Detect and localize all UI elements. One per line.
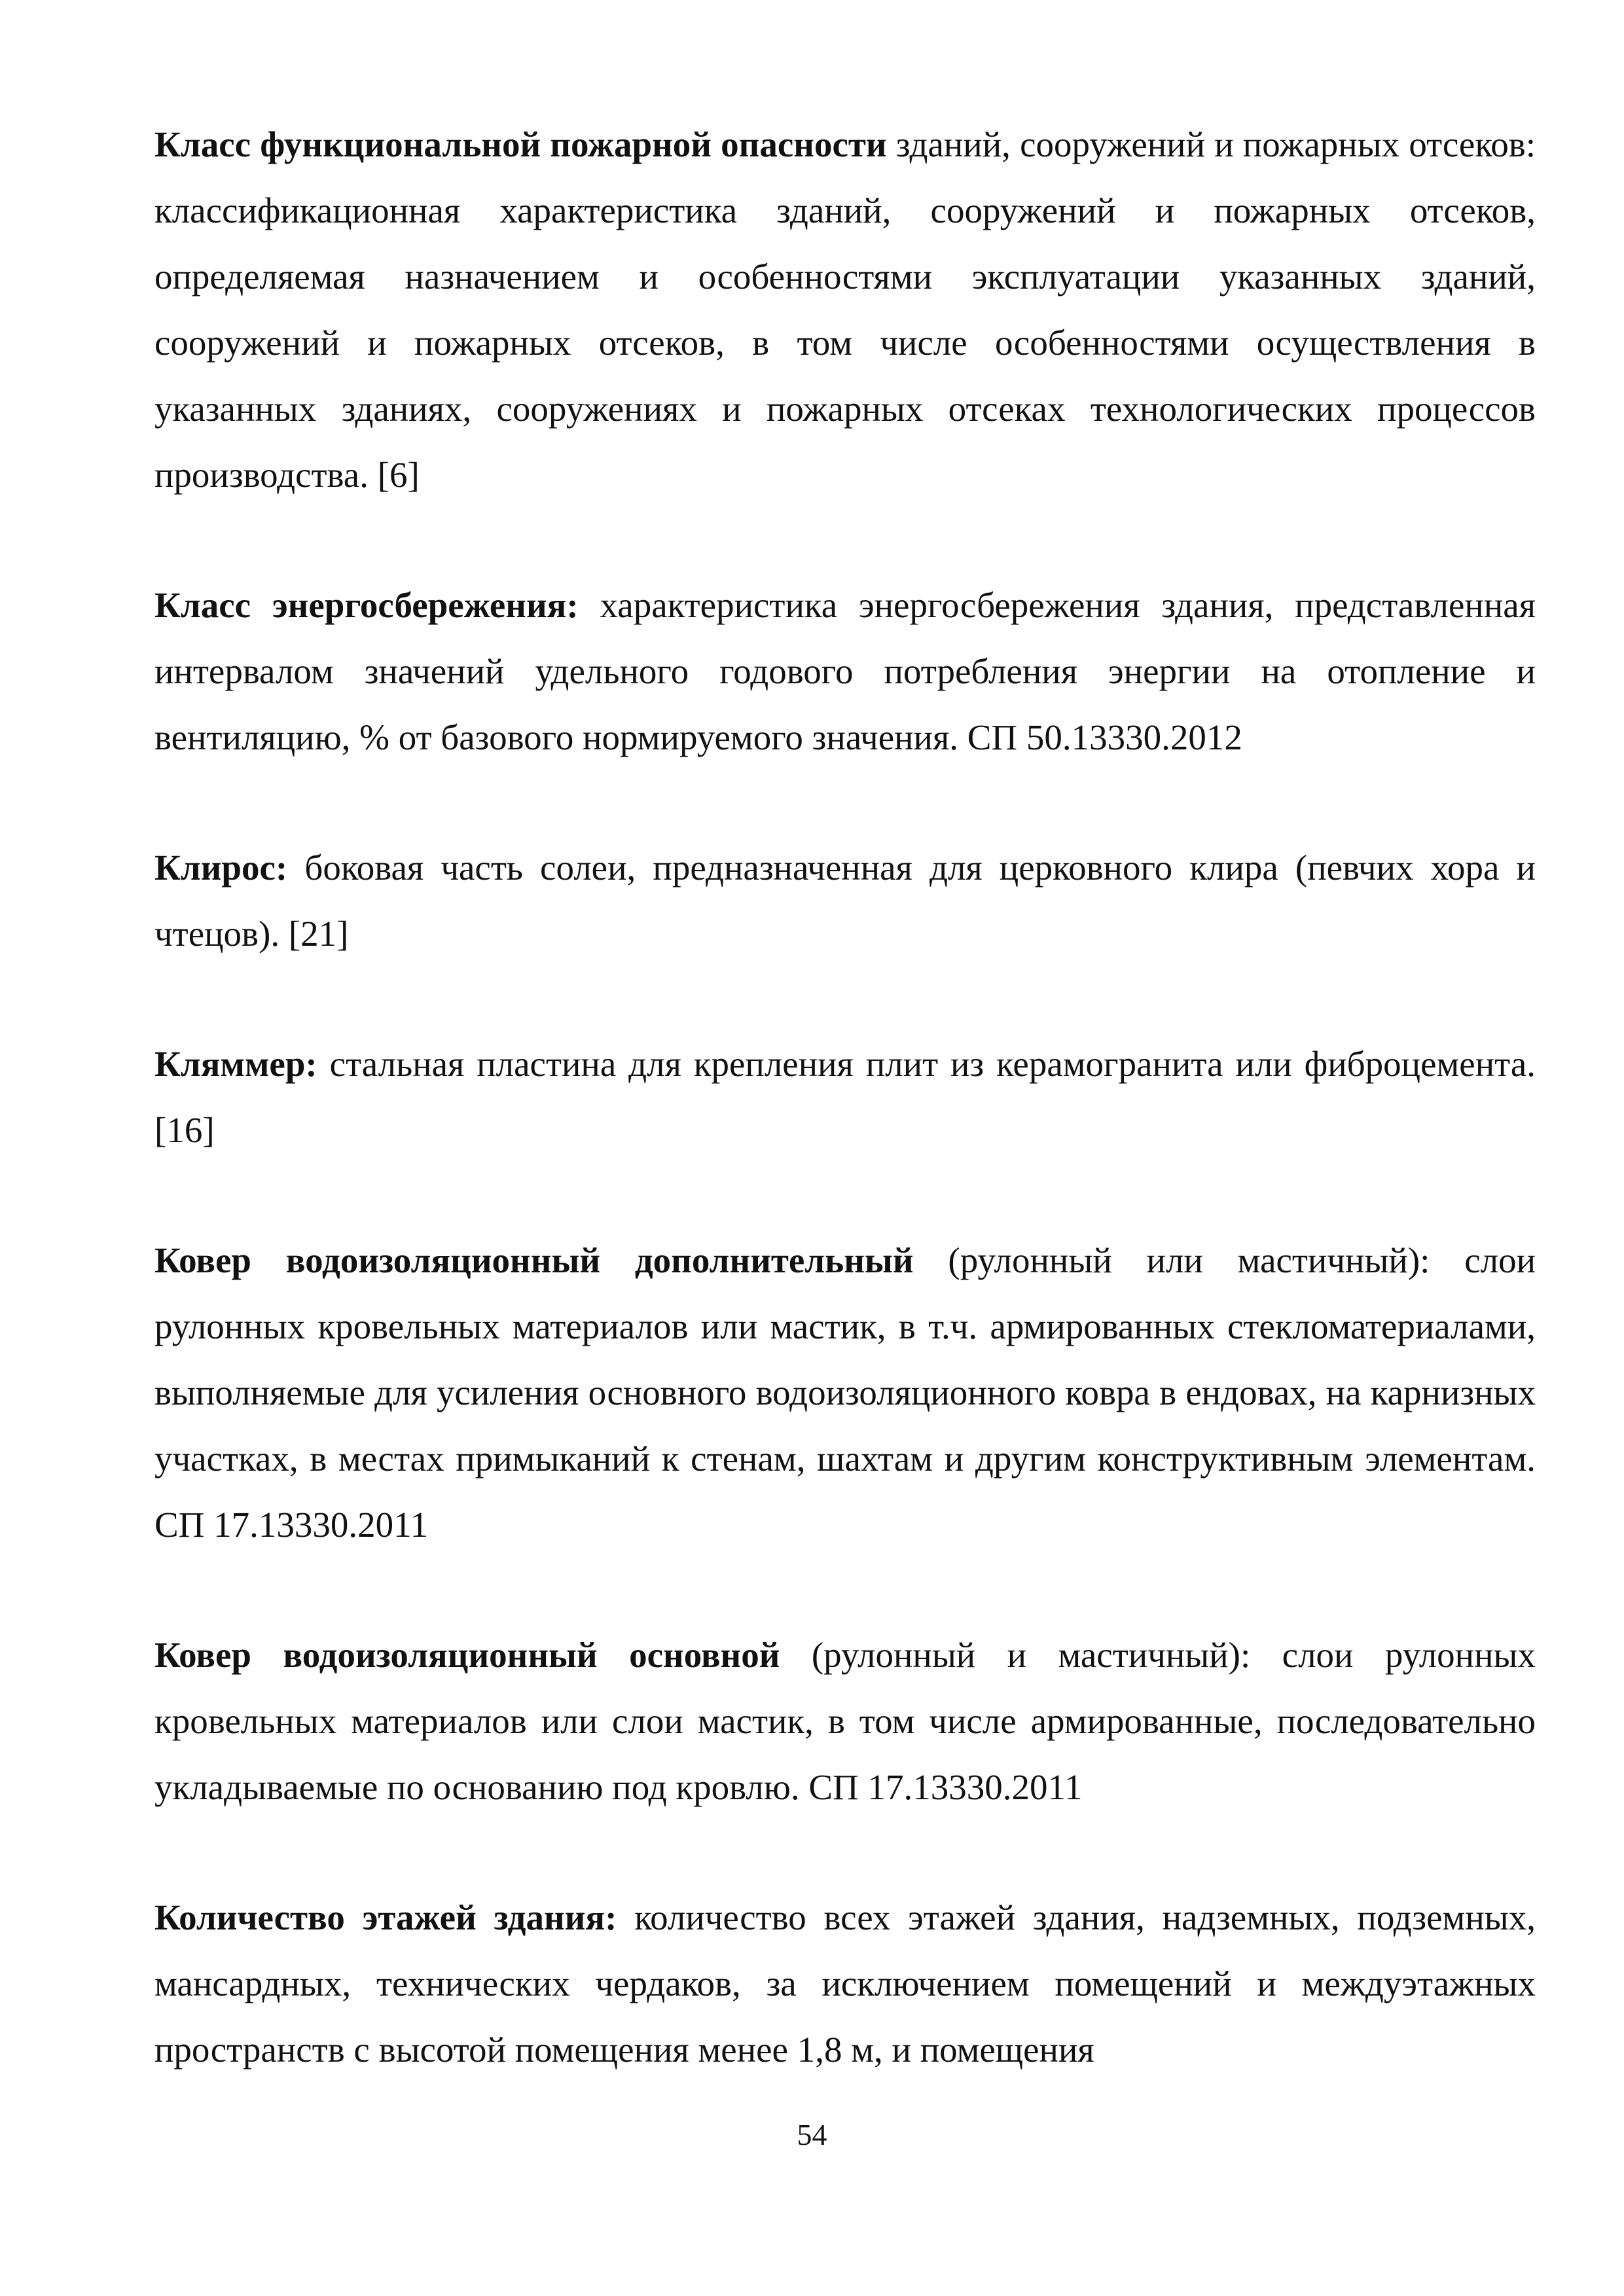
glossary-entry-kliros (154, 834, 1536, 967)
term: Ковер водоизоляционный дополнительный (154, 1240, 914, 1280)
definition: зданий, сооружений и пожарных отсеков: классификационная характеристика зданий, сооружений и пожарных отсеков, определяемая назначением и особенностями эксплуатации указанных зданий, сооружений и пожарных отсеков, в том числе особенностями осуществления в указанных зданиях, сооружениях и пожарных отсеках технологических процессов производства. [6] (154, 124, 1536, 495)
page-number: 54 (797, 2118, 827, 2151)
glossary-entry-main-waterproof-layer (154, 1622, 1536, 1820)
definition: стальная пластина для крепления плит из керамогранита или фиброцемента. [16] (154, 1044, 1536, 1150)
term: Кляммер: (154, 1044, 317, 1084)
document-page (154, 111, 1536, 2083)
term: Ковер водоизоляционный основной (154, 1635, 780, 1675)
glossary-entry-fire-hazard-class (154, 111, 1536, 508)
definition: боковая часть солеи, предназначенная для церковного клира (певчих хора и чтецов). [21] (154, 848, 1536, 954)
definition: (рулонный и мастичный): слои рулонных кровельных материалов или слои мастик, в том числе армированные, последовательно укладываемые по основанию под кровлю. СП 17.13330.2011 (154, 1635, 1536, 1807)
glossary-entry-energy-saving-class (154, 572, 1536, 770)
glossary-entry-number-of-floors (154, 1884, 1536, 2083)
term: Класс функциональной пожарной опасности (154, 124, 887, 164)
glossary-entry-additional-waterproof-layer (154, 1227, 1536, 1558)
glossary-entry-klyammer (154, 1031, 1536, 1163)
definition: (рулонный или мастичный): слои рулонных кровельных материалов или мастик, в т.ч. армированных стекломатериалами, выполняемые для усиления основного водоизоляционного ковра в ендовах, на карнизных участках, в местах примыканий к стенам, шахтам и другим конструктивным элементам. СП 17.13330.2011 (154, 1240, 1536, 1545)
term: Клирос: (154, 848, 288, 888)
definition: характеристика энергосбережения здания, представленная интервалом значений удельного годового потребления энергии на отопление и вентиляцию, % от базового нормируемого значения. СП 50.13330.2012 (154, 585, 1536, 757)
definition: количество всех этажей здания, надземных, подземных, мансардных, технических чердаков, за исключением помещений и междуэтажных пространств с высотой помещения менее 1,8 м, и помещения (154, 1897, 1536, 2070)
term: Класс энергосбережения: (154, 585, 579, 625)
term: Количество этажей здания: (154, 1897, 617, 1937)
